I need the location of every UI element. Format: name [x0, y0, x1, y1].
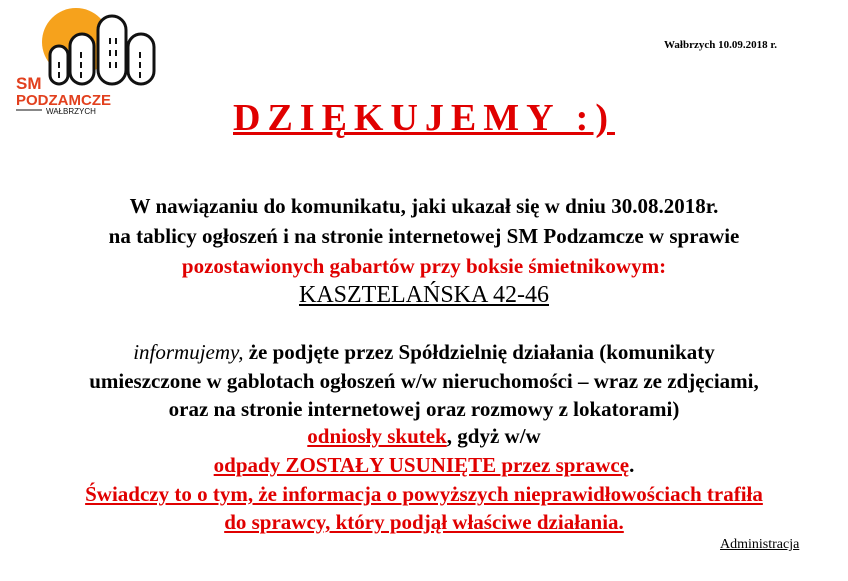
text-line-9 [0, 453, 848, 478]
text-line-8-rest: , gdyż w/w [446, 424, 541, 448]
text-line-1: W nawiązaniu do komunikatu, jaki ukazał się w dniu 30.08.2018r. [129, 194, 719, 218]
address-line [0, 282, 848, 309]
usuniete-phrase: odpady ZOSTAŁY USUNIĘTE przez sprawcę [213, 453, 630, 477]
text-line-6: umieszczone w gablotach ogłoszeń w/w nieruchomości – wraz ze zdjęciami, [89, 369, 759, 393]
text-line-9-rest: . [629, 453, 635, 477]
logo-line2: PODZAMCZE [16, 92, 111, 109]
text-line-5 [0, 340, 848, 365]
document-date: Wałbrzych 10.09.2018 r. [664, 39, 777, 51]
text-line-5-rest: że podjęte przez Spółdzielnię działania (komunikaty [243, 340, 715, 364]
text-line-11: do sprawcy, który podjął właściwe działania. [224, 510, 624, 534]
text-line-3: pozostawionych gabartów przy boksie śmietnikowym: [181, 254, 667, 278]
informujemy-word: informujemy, [133, 340, 244, 364]
heading-thank-you: DZIĘKUJEMY :) [233, 97, 615, 139]
text-line-7: oraz na stronie internetowej oraz rozmowy z lokatorami) [168, 397, 680, 421]
skutek-phrase: odniosły skutek [307, 424, 447, 448]
logo-line1: SM [16, 74, 42, 93]
logo-line3: WAŁBRZYCH [46, 107, 96, 116]
building-3 [98, 16, 126, 84]
signature-administracja: Administracja [720, 537, 800, 552]
text-line-2: na tablicy ogłoszeń i na stronie internetowej SM Podzamcze w sprawie [108, 224, 740, 248]
address-text: KASZTELAŃSKA 42-46 [299, 282, 549, 308]
text-line-8 [0, 424, 848, 449]
text-line-10: Świadczy to o tym, że informacja o powyższych nieprawidłowościach trafiła [85, 482, 763, 506]
